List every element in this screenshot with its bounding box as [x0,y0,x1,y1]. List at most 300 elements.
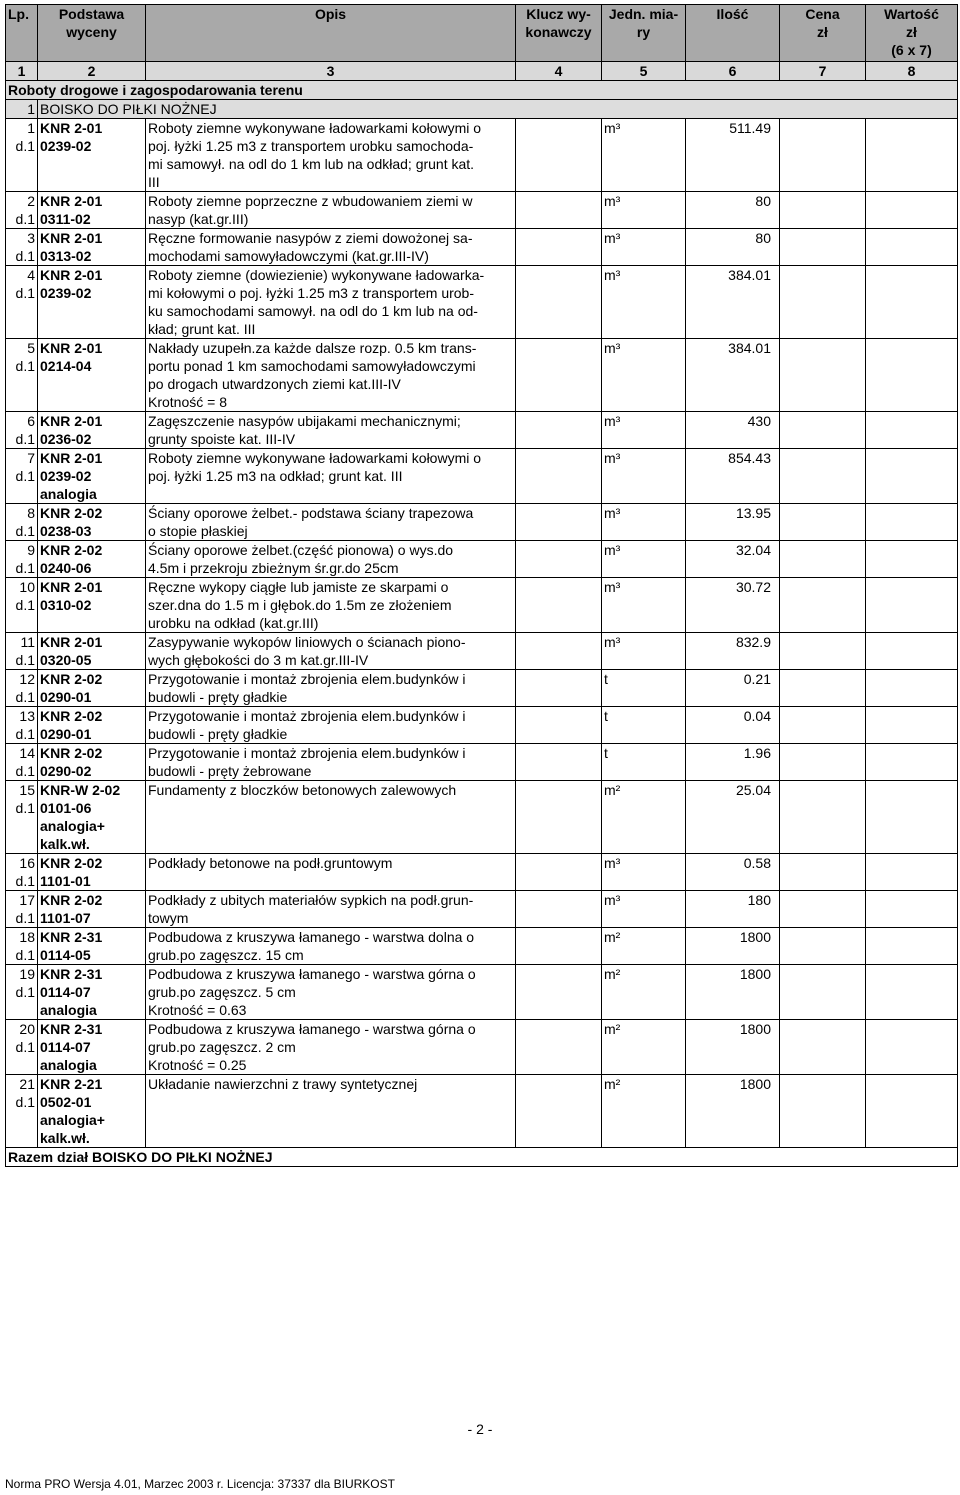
item-description-line: towym [148,910,189,926]
item-lp-line: 1 [27,120,35,136]
header-line: (6 x 7) [891,42,932,58]
item-description-line: Zasypywanie wykopów liniowych o ścianach piono- [148,634,466,650]
item-description-line: Roboty ziemne poprzeczne z wbudowaniem ziemi w [148,193,473,209]
header-price [780,5,866,62]
item-key [516,192,602,229]
item-lp [6,339,38,412]
item-lp-line: 11 [20,634,35,650]
item-lp-line: 16 [19,855,35,871]
item-unit: m³ [602,192,686,229]
item-lp-line: d.1 [15,984,35,1000]
item-basis-line: KNR 2-01 [40,413,103,429]
item-lp-line: 12 [19,671,35,687]
item-lp-line: 9 [27,542,35,558]
item-basis-line: 0313-02 [40,248,92,264]
item-basis-line: kalk.wł. [40,836,90,852]
item-lp-line: d.1 [15,468,35,484]
item-description-line: Roboty ziemne wykonywane ładowarkami kołowymi o [148,450,482,466]
item-lp-line: 18 [19,929,35,945]
item-basis [38,504,146,541]
section-row [6,81,958,100]
header-line: wyceny [66,24,117,40]
item-description-line: Podbudowa z kruszywa łamanego - warstwa górna o [148,1021,476,1037]
item-description-line: wych głębokości do 3 m kat.gr.III-IV [148,652,369,668]
item-lp [6,412,38,449]
item-basis-line: KNR 2-02 [40,745,103,761]
item-unit: m² [602,1020,686,1075]
item-description [146,412,516,449]
item-value [866,412,958,449]
item-basis-line: KNR 2-01 [40,120,103,136]
item-description [146,339,516,412]
item-basis [38,541,146,578]
item-row [6,578,958,633]
item-description-line: Układanie nawierzchni z trawy syntetycznej [148,1076,418,1092]
item-row [6,707,958,744]
item-basis [38,781,146,854]
item-lp-line: 15 [19,782,35,798]
header-row [6,5,958,62]
item-lp [6,928,38,965]
item-lp-line: d.1 [15,800,35,816]
item-basis-line: KNR 2-21 [40,1076,103,1092]
item-row [6,891,958,928]
item-lp-line: 7 [27,450,35,466]
cost-estimate-table [5,4,958,1167]
item-description-line: Roboty ziemne wykonywane ładowarkami kołowymi o [148,120,482,136]
item-basis-line: KNR 2-31 [40,1021,103,1037]
item-unit: m³ [602,854,686,891]
item-row [6,965,958,1020]
item-row [6,854,958,891]
item-basis [38,1020,146,1075]
item-basis-line: 1101-01 [40,873,91,889]
item-lp-line: d.1 [15,873,35,889]
item-basis [38,891,146,928]
item-basis [38,707,146,744]
item-row [6,339,958,412]
item-lp [6,633,38,670]
item-description-line: grunty spoiste kat. III-IV [148,431,296,447]
header-line: Cena [805,6,840,22]
item-row [6,928,958,965]
item-basis-line: 0114-05 [40,947,91,963]
column-number: 5 [602,62,686,81]
item-basis [38,449,146,504]
item-basis-line: kalk.wł. [40,1130,90,1146]
item-description-line: nasyp (kat.gr.III) [148,211,249,227]
item-description [146,192,516,229]
item-unit: t [602,744,686,781]
header-lp: Lp. [6,5,38,62]
item-row [6,781,958,854]
item-lp [6,119,38,192]
column-number: 7 [780,62,866,81]
item-lp-line: 5 [27,340,35,356]
item-description-line: Podkłady z ubitych materiałów sypkich na podł.grun- [148,892,474,908]
item-description-line: Roboty ziemne (dowiezienie) wykonywane ładowarka- [148,267,485,283]
item-quantity: 832.9 [686,633,780,670]
item-row [6,192,958,229]
item-value [866,781,958,854]
item-key [516,1020,602,1075]
subsection-title: BOISKO DO PIŁKI NOŻNEJ [38,100,958,119]
item-lp-line: d.1 [15,523,35,539]
item-lp-line: d.1 [15,211,35,227]
item-unit: m² [602,928,686,965]
item-basis [38,192,146,229]
item-lp-line: 8 [27,505,35,521]
item-lp-line: 14 [19,745,35,761]
item-basis [38,339,146,412]
item-description-line: budowli - pręty żebrowane [148,763,312,779]
subsection-number: 1 [6,100,38,119]
item-description [146,965,516,1020]
item-description [146,781,516,854]
item-basis-line: KNR 2-02 [40,542,103,558]
item-basis-line: KNR 2-31 [40,966,103,982]
item-basis-line: 0101-06 [40,800,92,816]
item-basis-line: 0236-02 [40,431,92,447]
item-value [866,541,958,578]
item-key [516,965,602,1020]
item-basis [38,744,146,781]
item-description [146,854,516,891]
item-price [780,1075,866,1148]
item-description-line: grub.po zagęszcz. 15 cm [148,947,304,963]
item-basis-line: 0290-01 [40,726,92,742]
item-description [146,891,516,928]
item-key [516,412,602,449]
item-key [516,891,602,928]
header-description: Opis [146,5,516,62]
item-lp [6,229,38,266]
item-unit: m³ [602,449,686,504]
header-quantity: Ilość [686,5,780,62]
item-lp-line: 10 [19,579,35,595]
item-basis-line: 0502-01 [40,1094,92,1110]
item-description-line: Podbudowa z kruszywa łamanego - warstwa górna o [148,966,476,982]
item-description-line: Krotność = 8 [148,394,227,410]
item-quantity: 854.43 [686,449,780,504]
item-quantity: 384.01 [686,266,780,339]
item-price [780,266,866,339]
item-basis-line: KNR 2-02 [40,892,103,908]
item-lp [6,449,38,504]
item-description [146,266,516,339]
item-unit: m³ [602,412,686,449]
column-number: 1 [6,62,38,81]
header-line: Podstawa [58,6,125,22]
item-lp-line: d.1 [15,910,35,926]
item-description-line: Przygotowanie i montaż zbrojenia elem.budynków i [148,708,466,724]
item-description [146,1075,516,1148]
item-price [780,578,866,633]
item-basis [38,119,146,192]
item-key [516,266,602,339]
section-title: Roboty drogowe i zagospodarowania terenu [6,81,958,100]
item-lp-line: d.1 [15,431,35,447]
item-basis-line: 0239-02 [40,138,92,154]
item-basis-line: 0239-02 [40,285,92,301]
item-key [516,504,602,541]
item-quantity: 0.58 [686,854,780,891]
item-description-line: mochodami samowyładowczymi (kat.gr.III-IV) [148,248,429,264]
item-price [780,670,866,707]
item-description [146,578,516,633]
item-quantity: 0.21 [686,670,780,707]
item-basis [38,412,146,449]
item-lp-line: d.1 [15,689,35,705]
item-description-line: szer.dna do 1.5 m i głębok.do 1.5m ze złożeniem [148,597,452,613]
header-value [866,5,958,62]
item-quantity: 1.96 [686,744,780,781]
item-price [780,781,866,854]
item-description-line: portu ponad 1 km samochodami samowyładowczymi [148,358,476,374]
item-basis [38,578,146,633]
item-lp-line: d.1 [15,138,35,154]
item-unit: m³ [602,633,686,670]
item-description-line: kład; grunt kat. III [148,321,256,337]
item-basis-line: KNR 2-01 [40,230,103,246]
item-basis-line: 0320-05 [40,652,92,668]
item-unit: m³ [602,891,686,928]
item-key [516,578,602,633]
item-basis-line: 1101-07 [40,910,91,926]
item-basis [38,229,146,266]
item-description [146,633,516,670]
item-description-line: Ściany oporowe żelbet.(część pionowa) o wys.do [148,542,454,558]
item-quantity: 13.95 [686,504,780,541]
item-description-line: Przygotowanie i montaż zbrojenia elem.budynków i [148,671,466,687]
item-price [780,633,866,670]
item-description-line: Podkłady betonowe na podł.gruntowym [148,855,393,871]
header-key [516,5,602,62]
header-line: konawczy [525,24,592,40]
item-basis-line: KNR 2-01 [40,267,103,283]
item-lp-line: d.1 [15,763,35,779]
total-label: Razem dział BOISKO DO PIŁKI NOŻNEJ [6,1148,958,1167]
item-basis-line: KNR 2-01 [40,193,103,209]
item-description-line: mi kołowymi o poj. łyżki 1.25 m3 z transportem urob- [148,285,474,301]
item-quantity: 1800 [686,928,780,965]
item-basis-line: analogia+ [40,818,105,834]
item-price [780,449,866,504]
item-description [146,119,516,192]
item-lp [6,578,38,633]
item-price [780,119,866,192]
item-row [6,670,958,707]
item-quantity: 32.04 [686,541,780,578]
item-lp-line: d.1 [15,1039,35,1055]
item-unit: m³ [602,229,686,266]
item-value [866,504,958,541]
item-basis-line: KNR 2-02 [40,855,103,871]
item-key [516,229,602,266]
item-description-line: urobku na odkład (kat.gr.III) [148,615,319,631]
item-lp-line: 21 [19,1076,35,1092]
item-description-line: grub.po zagęszcz. 2 cm [148,1039,296,1055]
item-key [516,1075,602,1148]
item-row [6,744,958,781]
item-lp [6,541,38,578]
item-lp-line: 3 [27,230,35,246]
column-number-row [6,62,958,81]
item-basis-line: 0290-02 [40,763,92,779]
item-basis-line: KNR 2-31 [40,929,103,945]
column-number: 6 [686,62,780,81]
item-basis [38,1075,146,1148]
item-unit: t [602,707,686,744]
item-description-line: Krotność = 0.63 [148,1002,247,1018]
header-basis [38,5,146,62]
item-description-line: Podbudowa z kruszywa łamanego - warstwa dolna o [148,929,475,945]
item-lp [6,965,38,1020]
item-description-line: Przygotowanie i montaż zbrojenia elem.budynków i [148,745,466,761]
item-lp-line: d.1 [15,1094,35,1110]
item-lp [6,670,38,707]
item-basis [38,633,146,670]
item-value [866,192,958,229]
item-description-line: Ściany oporowe żelbet.- podstawa ściany trapezowa [148,505,474,521]
item-price [780,504,866,541]
item-lp-line: 6 [27,413,35,429]
item-description [146,928,516,965]
item-description-line: grub.po zagęszcz. 5 cm [148,984,296,1000]
item-lp [6,854,38,891]
item-description-line: 4.5m i przekroju zbieżnym śr.gr.do 25cm [148,560,399,576]
item-key [516,339,602,412]
item-description [146,744,516,781]
item-description-line: Ręczne formowanie nasypów z ziemi dowożonej sa- [148,230,473,246]
item-description-line: Nakłady uzupełn.za każde dalsze rozp. 0.5 km trans- [148,340,477,356]
item-basis-line: KNR 2-01 [40,340,103,356]
item-price [780,707,866,744]
item-value [866,1020,958,1075]
item-quantity: 80 [686,229,780,266]
item-key [516,707,602,744]
item-basis-line: KNR-W 2-02 [40,782,121,798]
item-row [6,266,958,339]
item-quantity: 430 [686,412,780,449]
item-value [866,854,958,891]
item-quantity: 180 [686,891,780,928]
item-price [780,192,866,229]
item-key [516,928,602,965]
item-description-line: Krotność = 0.25 [148,1057,247,1073]
item-key [516,670,602,707]
item-price [780,339,866,412]
item-basis-line: KNR 2-02 [40,505,103,521]
item-basis-line: analogia [40,1002,97,1018]
item-description-line: budowli - pręty gładkie [148,726,288,742]
footer-license: Norma PRO Wersja 4.01, Marzec 2003 r. Licencja: 37337 dla BIURKOST [5,1477,395,1491]
item-description [146,1020,516,1075]
item-description-line: budowli - pręty gładkie [148,689,288,705]
item-quantity: 1800 [686,965,780,1020]
item-value [866,1075,958,1148]
header-line: zł [906,24,917,40]
item-lp-line: d.1 [15,652,35,668]
item-basis-line: 0290-01 [40,689,92,705]
subsection-row [6,100,958,119]
item-value [866,744,958,781]
item-description-line: Fundamenty z bloczków betonowych zalewowych [148,782,457,798]
item-lp-line: d.1 [15,726,35,742]
item-key [516,854,602,891]
column-number: 8 [866,62,958,81]
item-basis [38,670,146,707]
item-description-line: Ręczne wykopy ciągłe lub jamiste ze skarpami o [148,579,449,595]
item-basis-line: 0240-06 [40,560,92,576]
item-row [6,449,958,504]
header-line: Jedn. mia- [608,6,679,22]
item-unit: m³ [602,339,686,412]
item-basis-line: 0239-02 [40,468,92,484]
item-row [6,229,958,266]
item-quantity: 30.72 [686,578,780,633]
item-basis-line: analogia [40,1057,97,1073]
item-basis-line: analogia+ [40,1112,105,1128]
item-lp [6,891,38,928]
item-basis-line: 0214-04 [40,358,92,374]
column-number: 4 [516,62,602,81]
item-value [866,119,958,192]
item-row [6,412,958,449]
item-lp-line: d.1 [15,285,35,301]
item-description-line: poj. łyżki 1.25 m3 z transportem urobku samochoda- [148,138,474,154]
item-quantity: 384.01 [686,339,780,412]
header-unit [602,5,686,62]
item-lp [6,744,38,781]
item-value [866,229,958,266]
item-basis-line: analogia [40,486,97,502]
item-description [146,541,516,578]
item-price [780,891,866,928]
item-value [866,266,958,339]
item-key [516,633,602,670]
item-lp-line: 4 [27,267,35,283]
item-lp [6,504,38,541]
item-basis [38,854,146,891]
item-unit: m² [602,965,686,1020]
item-quantity: 1800 [686,1075,780,1148]
item-quantity: 25.04 [686,781,780,854]
page-number: - 2 - [467,1421,493,1437]
item-key [516,119,602,192]
item-lp-line: d.1 [15,248,35,264]
item-lp [6,707,38,744]
item-lp-line: d.1 [15,597,35,613]
header-line: Klucz wy- [526,6,591,22]
item-key [516,449,602,504]
item-unit: m³ [602,578,686,633]
item-lp [6,781,38,854]
item-value [866,670,958,707]
item-basis [38,266,146,339]
item-key [516,541,602,578]
item-basis-line: KNR 2-01 [40,634,103,650]
item-lp [6,266,38,339]
item-basis-line: KNR 2-02 [40,708,103,724]
item-value [866,449,958,504]
item-quantity: 511.49 [686,119,780,192]
item-quantity: 0.04 [686,707,780,744]
item-description-line: po drogach utwardzonych ziemi kat.III-IV [148,376,401,392]
item-value [866,707,958,744]
item-unit: m³ [602,266,686,339]
item-description [146,707,516,744]
